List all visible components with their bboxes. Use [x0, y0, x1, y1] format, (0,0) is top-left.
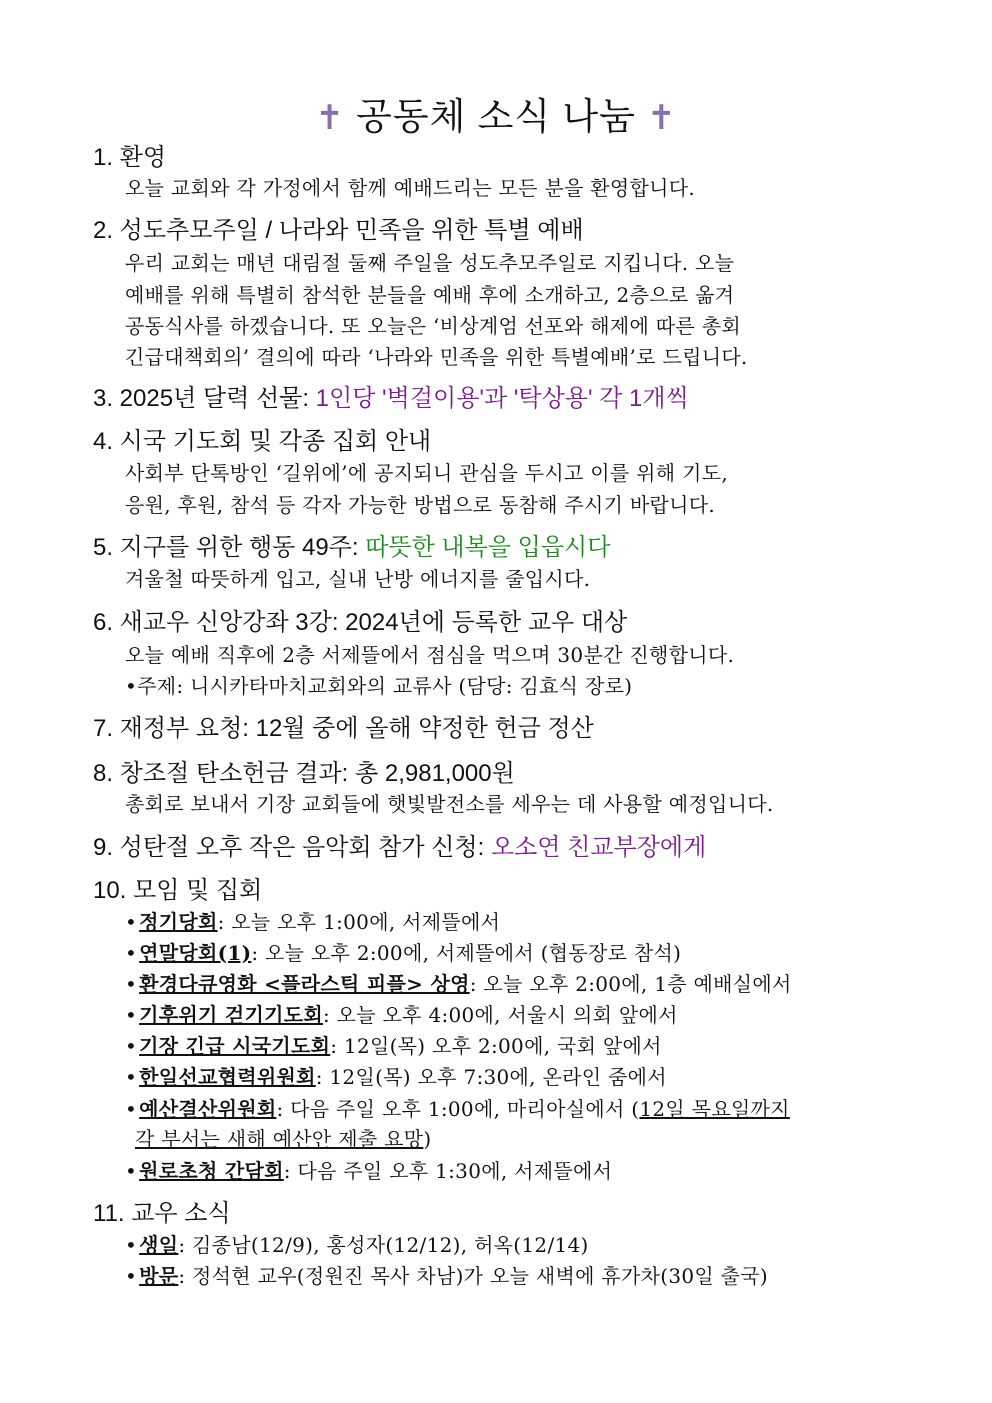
section-6-line: 오늘 예배 직후에 2층 서제뜰에서 점심을 먹으며 30분간 진행합니다. [125, 643, 735, 667]
list-item: • 기후위기 걷기기도회: 오늘 오후 4:00에, 서울시 의회 앞에서 [125, 1003, 678, 1027]
section-9-heading [93, 833, 706, 863]
item-text: : 오늘 오후 1:00에, 서제뜰에서 [217, 910, 501, 934]
section-1-heading: 1. 환영 [93, 144, 167, 171]
section-3-heading [93, 384, 689, 414]
section-5-accent: 따뜻한 내복을 입읍시다 [365, 534, 611, 561]
section-2-line: 긴급대책회의’ 결의에 따라 ‘나라와 민족을 위한 특별예배’로 드립니다. [125, 345, 748, 369]
list-item: • 예산결산위원회: 다음 주일 오후 1:00에, 마리아실에서 (12일 목요일까지 [125, 1097, 790, 1121]
section-3-accent: 1인당 '벽걸이용'과 '탁상용' 각 1개씩 [315, 385, 689, 412]
section-5-label: 5. 지구를 위한 행동 49주: [93, 534, 366, 561]
item-label: 원로초청 간담회 [139, 1159, 284, 1183]
item-text: : 김종남(12/9), 홍성자(12/12), 허옥(12/14) [178, 1233, 589, 1257]
item-label: 방문 [139, 1264, 179, 1288]
section-4-line: 응원, 후원, 참석 등 각자 가능한 방법으로 동참해 주시기 바랍니다. [125, 493, 716, 517]
item-text: : 오늘 오후 2:00에, 1층 예배실에서 [469, 972, 792, 996]
item-label: 연말당회(1) [139, 941, 252, 965]
item-text: : 12일(목) 오후 2:00에, 국회 앞에서 [330, 1034, 662, 1058]
item-text: : 정석현 교우(정원진 목사 차남)가 오늘 새벽에 휴가차(30일 출국) [178, 1264, 768, 1288]
item-label: 환경다큐영화 <플라스틱 피플> 상영 [139, 972, 470, 996]
section-10-heading: 10. 모임 및 집회 [93, 877, 263, 904]
item-text: : 12일(목) 오후 7:30에, 온라인 줌에서 [315, 1065, 667, 1089]
list-item: • 정기당회: 오늘 오후 1:00에, 서제뜰에서 [125, 910, 501, 934]
section-3-label: 3. 2025년 달력 선물: [93, 385, 316, 412]
list-item: • 원로초청 간담회: 다음 주일 오후 1:30에, 서제뜰에서 [125, 1159, 613, 1183]
continuation-tail: ) [423, 1127, 432, 1151]
item-underlined-note: 12일 목요일까지 [639, 1097, 790, 1121]
section-9-label: 9. 성탄절 오후 작은 음악회 참가 신청: [93, 834, 491, 861]
section-6-heading: 6. 새교우 신앙강좌 3강: 2024년에 등록한 교우 대상 [93, 609, 628, 636]
page-title [0, 86, 992, 140]
section-2-line: 공동식사를 하겠습니다. 또 오늘은 ‘비상계엄 선포와 해제에 따른 총회 [125, 314, 741, 338]
section-4-heading: 4. 시국 기도회 및 각종 집회 안내 [93, 428, 432, 455]
item-label: 생일 [139, 1233, 179, 1257]
section-1-text: 오늘 교회와 각 가정에서 함께 예배드리는 모든 분을 환영합니다. [125, 176, 696, 200]
item-label: 기후위기 걷기기도회 [139, 1003, 323, 1027]
list-item: • 환경다큐영화 <플라스틱 피플> 상영: 오늘 오후 2:00에, 1층 예배실에서 [125, 972, 792, 996]
section-5-line: 겨울철 따뜻하게 입고, 실내 난방 에너지를 줄입시다. [125, 567, 591, 591]
section-11-heading: 11. 교우 소식 [93, 1200, 231, 1227]
item-text: : 오늘 오후 4:00에, 서울시 의회 앞에서 [322, 1003, 678, 1027]
section-4-line: 사회부 단톡방인 ‘길위에’에 공지되니 관심을 두시고 이를 위해 기도, [125, 461, 728, 485]
list-item: • 한일선교협력위원회: 12일(목) 오후 7:30에, 온라인 줌에서 [125, 1065, 667, 1089]
section-6-line: •주제: 니시카타마치교회와의 교류사 (담당: 김효식 장로) [125, 674, 633, 698]
cross-icon: ✝ [315, 99, 345, 137]
continuation-underlined: 각 부서는 새해 예산안 제출 요망 [135, 1127, 424, 1151]
list-item: • 기장 긴급 시국기도회: 12일(목) 오후 2:00에, 국회 앞에서 [125, 1034, 662, 1058]
section-9-accent: 오소연 친교부장에게 [490, 834, 707, 861]
item-label: 예산결산위원회 [139, 1097, 277, 1121]
section-8-heading: 8. 창조절 탄소헌금 결과: 총 2,981,000원 [93, 760, 515, 787]
section-2-line: 우리 교회는 매년 대림절 둘째 주일을 성도추모주일로 지킵니다. 오늘 [125, 251, 735, 275]
section-5-heading [93, 533, 610, 563]
section-8-line: 총회로 보내서 기장 교회들에 햇빛발전소를 세우는 데 사용할 예정입니다. [125, 792, 774, 816]
item-label: 정기당회 [139, 910, 218, 934]
item-label: 기장 긴급 시국기도회 [139, 1034, 331, 1058]
list-item: • 연말당회(1): 오늘 오후 2:00에, 서제뜰에서 (협동장로 참석) [125, 941, 682, 965]
item-text: : 다음 주일 오후 1:30에, 서제뜰에서 [283, 1159, 613, 1183]
cross-icon: ✝ [647, 99, 677, 137]
section-7-heading: 7. 재정부 요청: 12월 중에 올해 약정한 헌금 정산 [93, 715, 594, 742]
list-item: • 방문: 정석현 교우(정원진 목사 차남)가 오늘 새벽에 휴가차(30일 출국) [125, 1264, 768, 1288]
list-item: • 생일: 김종남(12/9), 홍성자(12/12), 허옥(12/14) [125, 1233, 589, 1257]
item-text: : 오늘 오후 2:00에, 서제뜰에서 (협동장로 참석) [251, 941, 682, 965]
item-text: : 다음 주일 오후 1:00에, 마리아실에서 ( [276, 1097, 640, 1121]
list-item-continuation [135, 1124, 431, 1154]
section-2-heading: 2. 성도추모주일 / 나라와 민족을 위한 특별 예배 [93, 217, 584, 244]
item-label: 한일선교협력위원회 [139, 1065, 316, 1089]
section-2-line: 예배를 위해 특별히 참석한 분들을 예배 후에 소개하고, 2층으로 옮겨 [125, 283, 735, 307]
title-text: 공동체 소식 나눔 [356, 96, 636, 137]
